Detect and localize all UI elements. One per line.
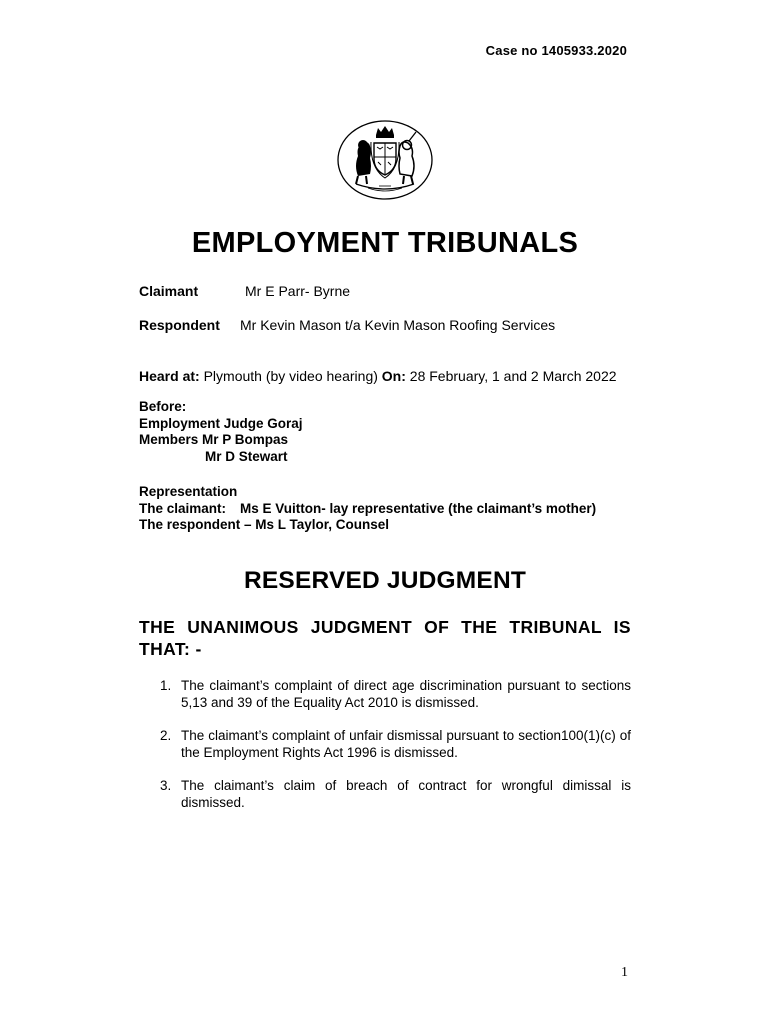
heard-at-value: Plymouth (by video hearing) xyxy=(203,368,378,384)
judgment-text: The claimant’s complaint of direct age discrimination pursuant to sections 5,13 and 39 of the Equality Act 2010 is dismissed. xyxy=(181,678,631,710)
employment-judge: Employment Judge Goraj xyxy=(139,415,303,431)
respondent-row xyxy=(139,317,555,333)
judgment-number: 1. xyxy=(160,678,172,693)
claimant-row xyxy=(139,283,350,299)
judgment-item xyxy=(139,677,631,711)
page-number: 1 xyxy=(621,965,628,980)
hearing-details xyxy=(139,368,617,384)
unanimous-judgment-heading: THE UNANIMOUS JUDGMENT OF THE TRIBUNAL IS THAT: - xyxy=(139,617,631,659)
respondent-name: Mr Kevin Mason t/a Kevin Mason Roofing Services xyxy=(240,317,556,333)
panel-section xyxy=(139,399,303,465)
claimant-rep-label: The claimant: xyxy=(139,500,227,516)
document-title: EMPLOYMENT TRIBUNALS xyxy=(191,227,579,259)
heard-at-label: Heard at: xyxy=(139,368,200,384)
judgment-item xyxy=(139,727,631,761)
before-label: Before: xyxy=(139,399,187,414)
representation-section xyxy=(139,484,596,534)
judgment-text: The claimant’s claim of breach of contract for wrongful dimissal is dismissed. xyxy=(181,778,631,810)
judgment-item xyxy=(139,777,631,811)
claimant-label: Claimant xyxy=(139,283,199,299)
case-number: Case no 1405933.2020 xyxy=(485,43,627,58)
respondent-label: Respondent xyxy=(139,317,220,333)
claimant-representative xyxy=(139,501,596,518)
representation-label: Representation xyxy=(139,484,238,499)
reserved-judgment-title: RESERVED JUDGMENT xyxy=(243,567,527,594)
judgment-number: 3. xyxy=(160,778,172,793)
royal-coat-of-arms-icon xyxy=(334,118,436,202)
judgment-text: The claimant’s complaint of unfair dismissal pursuant to section100(1)(c) of the Employment Rights Act 1996 is dismissed. xyxy=(181,728,631,760)
panel-members: Members Mr P Bompas xyxy=(139,432,289,447)
panel-member-2: Mr D Stewart xyxy=(205,448,288,464)
judgment-number: 2. xyxy=(160,728,172,743)
judgment-list xyxy=(139,677,631,827)
claimant-rep-value: Ms E Vuitton- lay representative (the claimant’s mother) xyxy=(240,500,597,516)
claimant-name: Mr E Parr- Byrne xyxy=(245,283,351,299)
hearing-dates: 28 February, 1 and 2 March 2022 xyxy=(409,368,617,384)
hearing-on-label: On: xyxy=(381,368,406,384)
respondent-representative: The respondent – Ms L Taylor, Counsel xyxy=(139,517,390,532)
